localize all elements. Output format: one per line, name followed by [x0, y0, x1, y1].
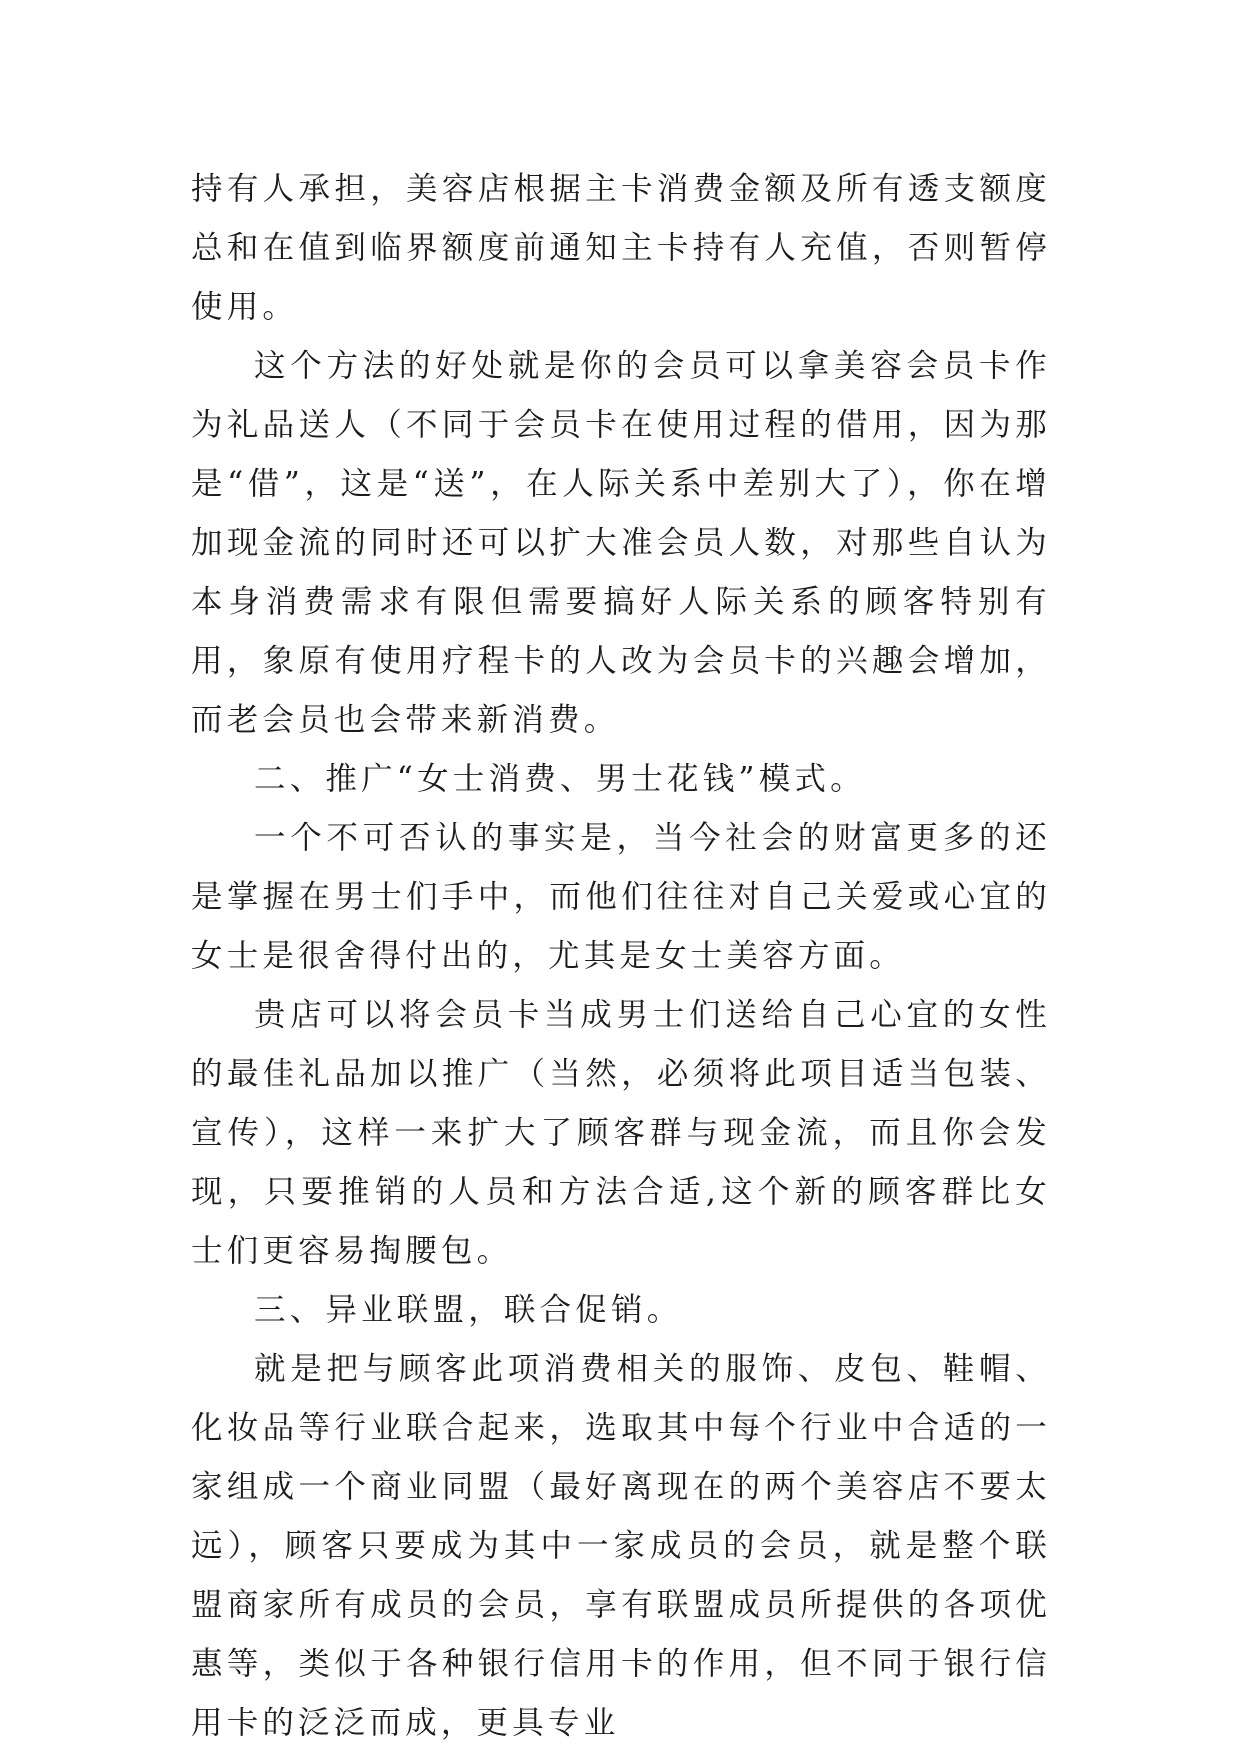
section-heading-two: 二、推广“女士消费、男士花钱”模式。	[254, 761, 866, 797]
section-heading-three: 三、异业联盟，联合促销。	[254, 1292, 683, 1328]
paragraph-promotion: 贵店可以将会员卡当成男士们送给自己心宜的女性的最佳礼品加以推广（当然，必须将此项目适当包装、宣传），这样一来扩大了顾客群与现金流，而且你会发现，只要推销的人员和方法合适,这个新的顾客群比女士们更容易掏腰包。	[191, 997, 1051, 1269]
paragraph-alliance: 就是把与顾客此项消费相关的服饰、皮包、鞋帽、化妆品等行业联合起来，选取其中每个行业中合适的一家组成一个商业同盟（最好离现在的两个美容店不要太远），顾客只要成为其中一家成员的会员，就是整个联盟商家所有成员的会员，享有联盟成员所提供的各项优惠等，类似于各种银行信用卡的作用，但不同于银行信用卡的泛泛而成，更具专业	[191, 1351, 1051, 1741]
paragraph-gift-card-benefit: 这个方法的好处就是你的会员可以拿美容会员卡作为礼品送人（不同于会员卡在使用过程的借用，因为那是“借”，这是“送”，在人际关系中差别大了），你在增加现金流的同时还可以扩大准会员人数，对那些自认为本身消费需求有限但需要搞好人际关系的顾客特别有用，象原有使用疗程卡的人改为会员卡的兴趣会增加，而老会员也会带来新消费。	[191, 348, 1051, 738]
paragraph-continuation: 持有人承担，美容店根据主卡消费金额及所有透支额度总和在值到临界额度前通知主卡持有人充值，否则暂停使用。	[191, 171, 1051, 325]
paragraph-wealth-fact: 一个不可否认的事实是，当今社会的财富更多的还是掌握在男士们手中，而他们往往对自己关爱或心宜的女士是很舍得付出的，尤其是女士美容方面。	[191, 820, 1051, 974]
document-body	[191, 160, 1051, 1753]
